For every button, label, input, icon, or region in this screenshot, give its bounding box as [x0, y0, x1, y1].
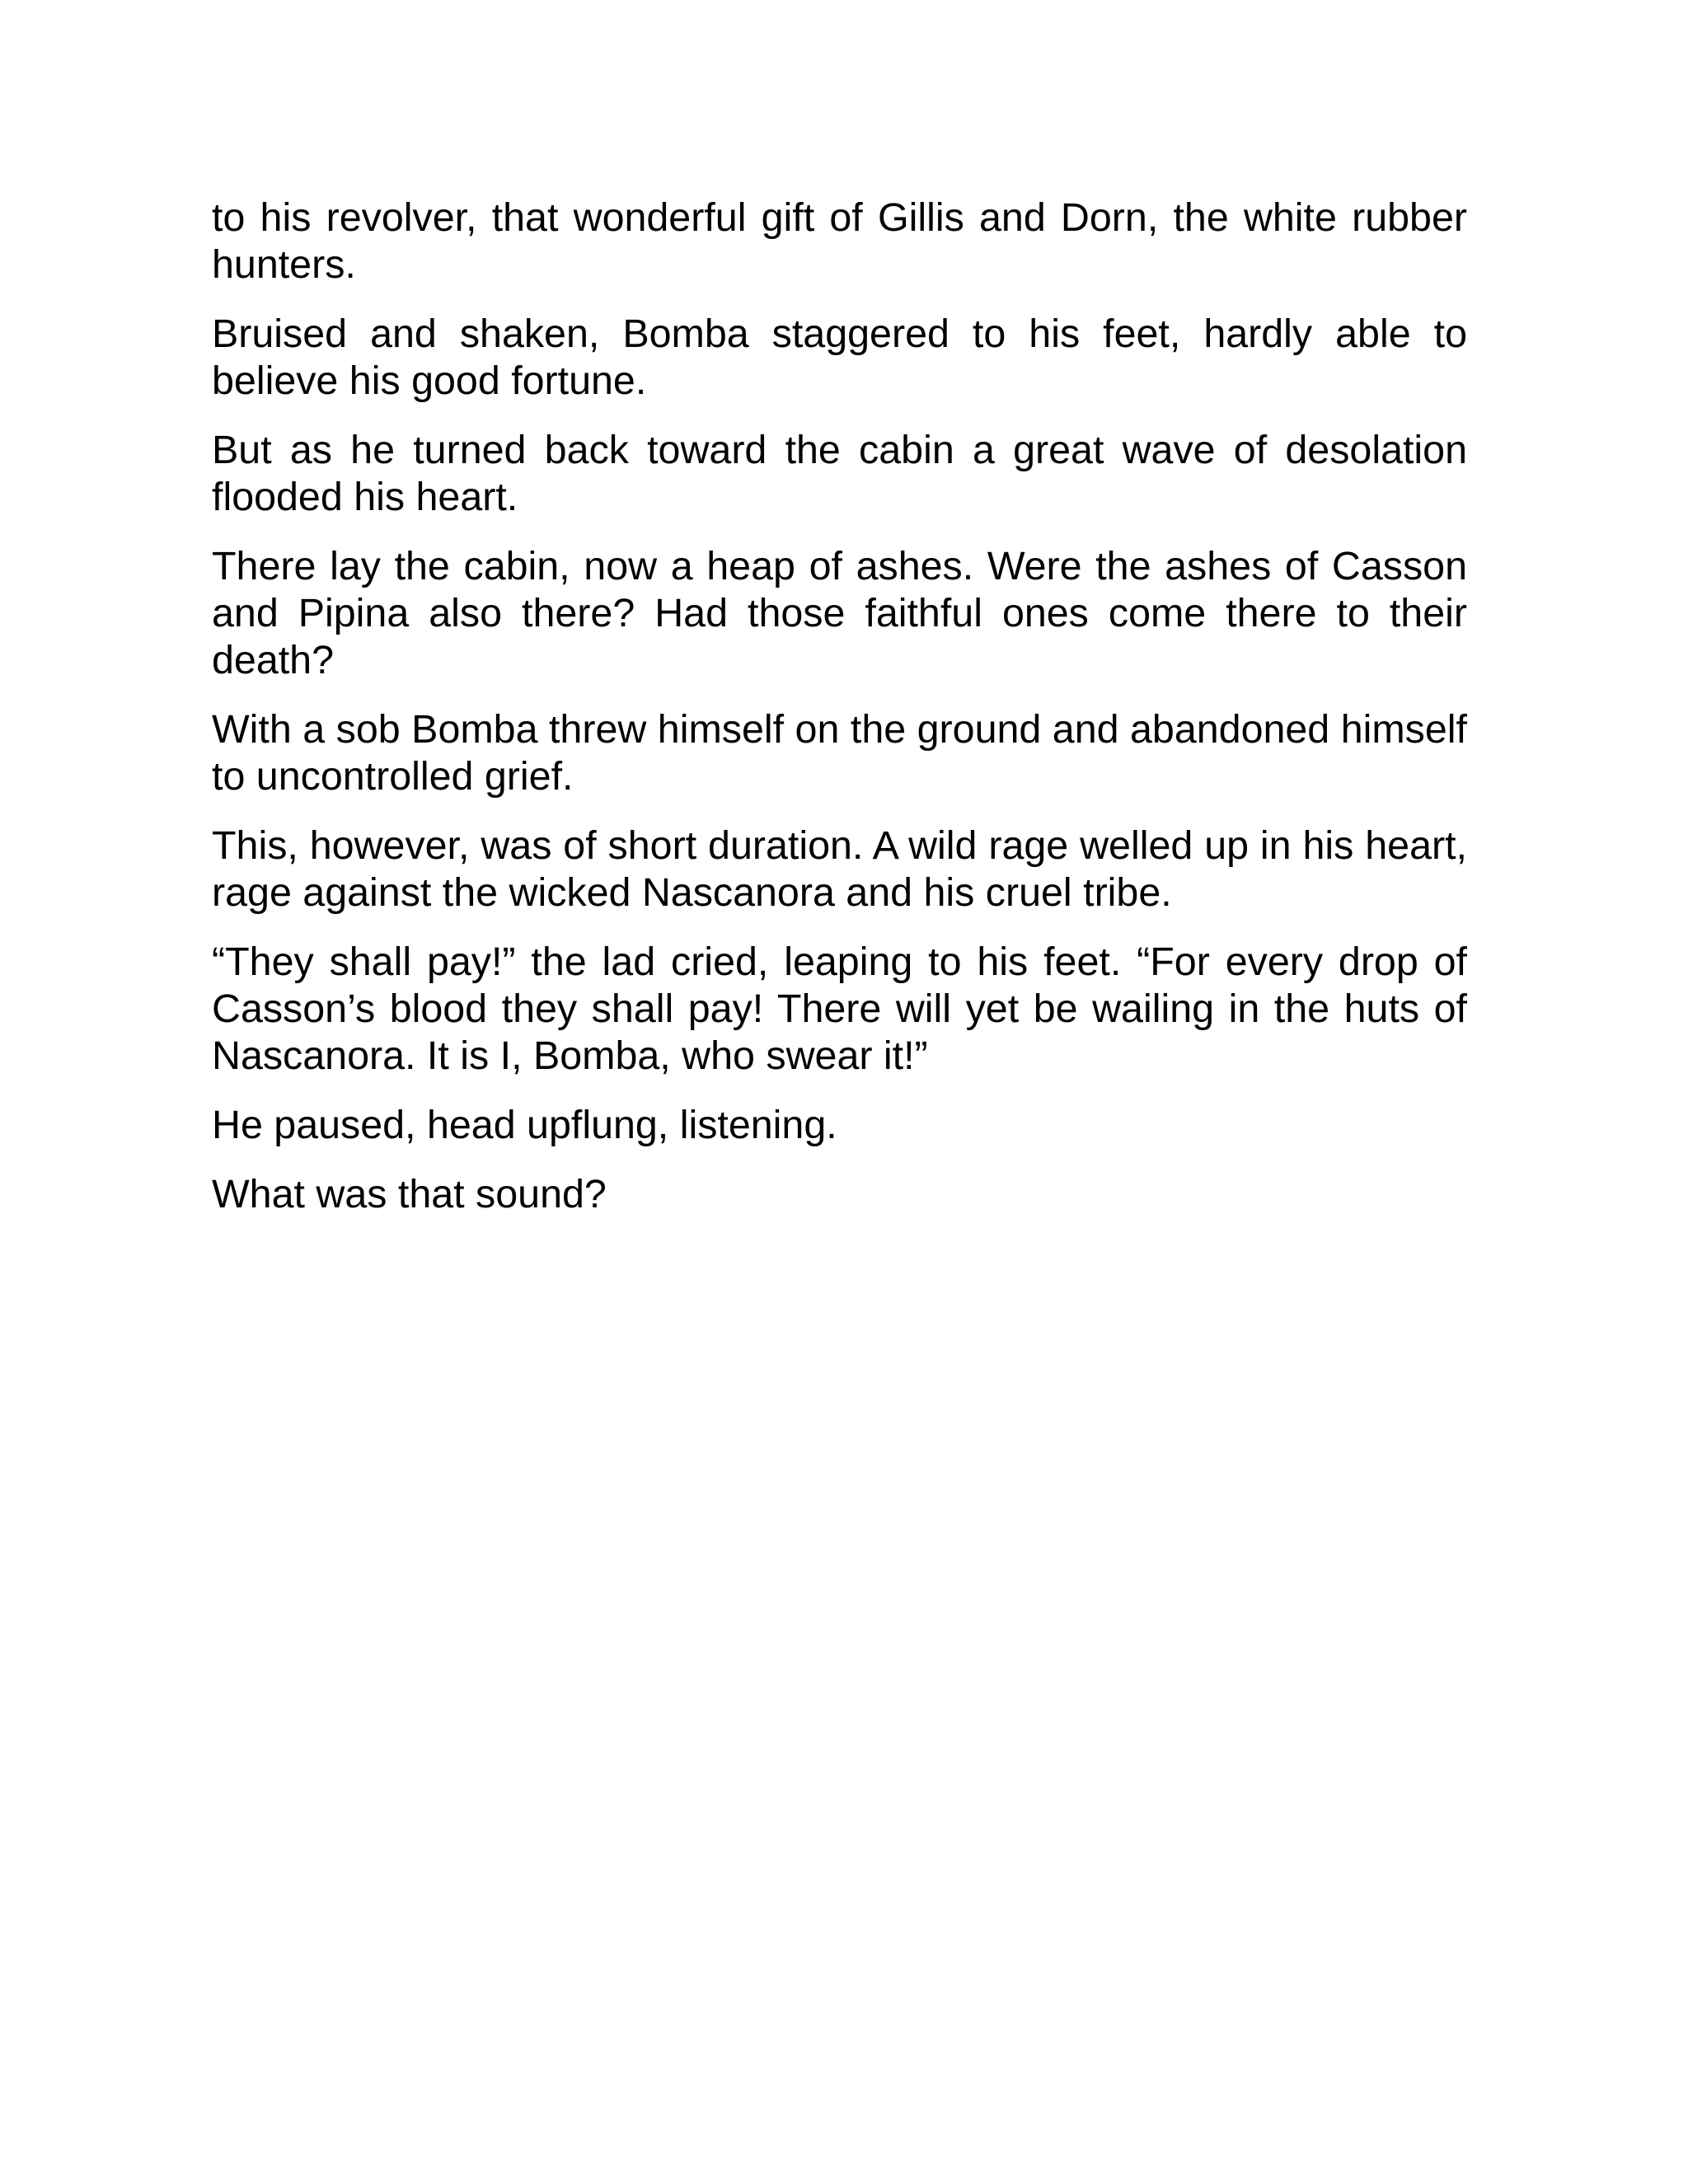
- paragraph-3: But as he turned back toward the cabin a great wave of desolation flooded his heart.: [212, 428, 1467, 519]
- paragraph-7: “They shall pay!” the lad cried, leaping to his feet. “For every drop of Casson’s blood they shall pay! There will yet be wailing in the huts of Nascanora. It is I, Bomba, who swear it!”: [212, 940, 1467, 1078]
- paragraph-4: There lay the cabin, now a heap of ashes. Were the ashes of Casson and Pipina also there? Had those faithful ones come there to their death?: [212, 544, 1467, 682]
- paragraph-1: to his revolver, that wonderful gift of Gillis and Dorn, the white rubber hunters.: [212, 195, 1467, 287]
- paragraph-8: He paused, head upflung, listening.: [212, 1103, 837, 1147]
- paragraph-5: With a sob Bomba threw himself on the ground and abandoned himself to uncontrolled grief.: [212, 707, 1467, 799]
- body-text: [212, 194, 1467, 1218]
- paragraph-6: This, however, was of short duration. A wild rage welled up in his heart, rage against the wicked Nascanora and his cruel tribe.: [212, 823, 1467, 915]
- paragraph-2: Bruised and shaken, Bomba staggered to his feet, hardly able to believe his good fortune.: [212, 312, 1467, 403]
- paragraph-9: What was that sound?: [212, 1172, 607, 1216]
